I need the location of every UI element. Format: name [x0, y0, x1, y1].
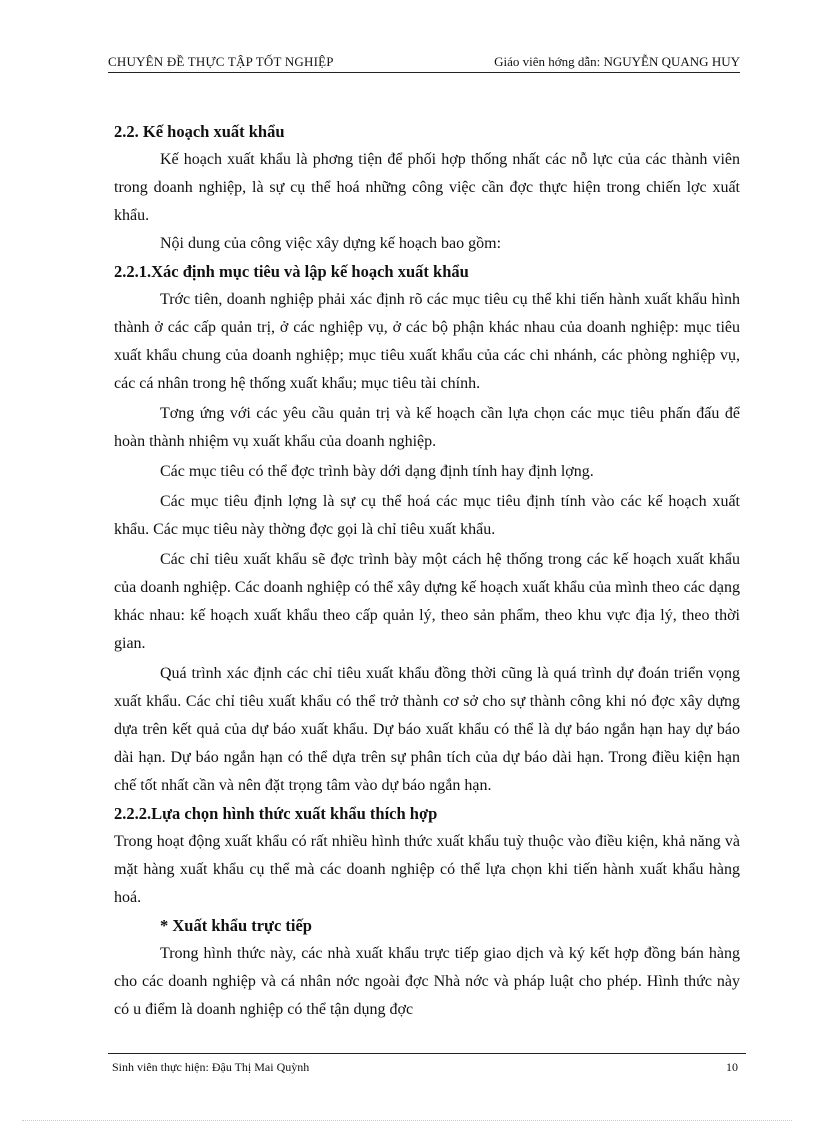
footer-student: Sinh viên thực hiện: Đậu Thị Mai Quỳnh — [112, 1060, 310, 1074]
paragraph: Quá trình xác định các chỉ tiêu xuất khẩu đồng thời cũng là quá trình dự đoán triển vọng xuất khẩu. Các chỉ tiêu xuất khẩu có thể trở thành cơ sở cho sự thành công khi nó đợc xây dựng dựa trên kết quả của dự báo xuất khẩu. Dự báo xuất khẩu có thể là dự báo ngắn hạn hay dự báo dài hạn. Dự báo ngắn hạn có thể dựa trên sự phân tích của dự báo dài hạn. Trong điều kiện hạn chế tốt nhất cần và nên đặt trọng tâm vào dự báo ngắn hạn. — [114, 665, 740, 794]
paragraph: Kế hoạch xuất khẩu là phơng tiện để phối hợp thống nhất các nỗ lực của các thành viên trong doanh nghiệp, là sự cụ thể hoá những công việc cần đợc thực hiện trong chiến lợc xuất khẩu. — [114, 151, 740, 224]
header-title: CHUYÊN ĐỀ THỰC TẬP TỐT NGHIỆP — [108, 54, 334, 69]
page-number: 10 — [726, 1060, 738, 1074]
page-footer — [108, 1053, 746, 1074]
section-heading-2-2-2: 2.2.2.Lựa chọn hình thức xuất khẩu thích hợp — [114, 804, 438, 823]
paragraph: Trớc tiên, doanh nghiệp phải xác định rõ các mục tiêu cụ thể khi tiến hành xuất khẩu hình thành ở các cấp quản trị, ở các nghiệp vụ, ở các bộ phận khác nhau của doanh nghiệp: mục tiêu xuất khẩu chung của doanh nghiệp; mục tiêu xuất khẩu của các chi nhánh, các phòng nghiệp vụ, các cá nhân trong hệ thống xuất khẩu; mục tiêu tài chính. — [114, 291, 740, 392]
paragraph: Nội dung của công việc xây dựng kế hoạch bao gồm: — [160, 235, 502, 252]
paragraph: Trong hoạt động xuất khẩu có rất nhiều hình thức xuất khẩu tuỳ thuộc vào điều kiện, khả năng và mặt hàng xuất khẩu cụ thể mà các doanh nghiệp có thể lựa chọn khi tiến hành xuất khẩu hàng hoá. — [114, 833, 740, 906]
paragraph: Tơng ứng với các yêu cầu quản trị và kế hoạch cần lựa chọn các mục tiêu phấn đấu để hoàn thành nhiệm vụ xuất khẩu của doanh nghiệp. — [114, 405, 740, 450]
paragraph: Các mục tiêu định lợng là sự cụ thể hoá các mục tiêu định tính vào các kế hoạch xuất khẩu. Các mục tiêu này thờng đợc gọi là chỉ tiêu xuất khẩu. — [114, 493, 740, 538]
page-body — [114, 112, 740, 1024]
header-supervisor: Giáo viên hớng dẫn: NGUYỄN QUANG HUY — [494, 54, 740, 69]
bottom-dotted-rule — [22, 1120, 792, 1121]
page-header — [108, 52, 740, 73]
section-heading-2-2: 2.2. Kế hoạch xuất khẩu — [114, 122, 285, 141]
subheading-direct-export: * Xuất khẩu trực tiếp — [160, 916, 312, 935]
paragraph: Trong hình thức này, các nhà xuất khẩu trực tiếp giao dịch và ký kết hợp đồng bán hàng cho các doanh nghiệp và cá nhân nớc ngoài đợc Nhà nớc và pháp luật cho phép. Hình thức này có u điểm là doanh nghiệp có thể tận dụng đợc — [114, 945, 740, 1018]
paragraph: Các chỉ tiêu xuất khẩu sẽ đợc trình bày một cách hệ thống trong các kế hoạch xuất khẩu của doanh nghiệp. Các doanh nghiệp có thể xây dựng kế hoạch xuất khẩu của mình theo các dạng khác nhau: kế hoạch xuất khẩu theo cấp quản lý, theo sản phẩm, theo khu vực địa lý, theo thời gian. — [114, 551, 740, 652]
section-heading-2-2-1: 2.2.1.Xác định mục tiêu và lập kế hoạch xuất khẩu — [114, 262, 469, 281]
paragraph: Các mục tiêu có thể đợc trình bày dới dạng định tính hay định lợng. — [160, 463, 594, 480]
